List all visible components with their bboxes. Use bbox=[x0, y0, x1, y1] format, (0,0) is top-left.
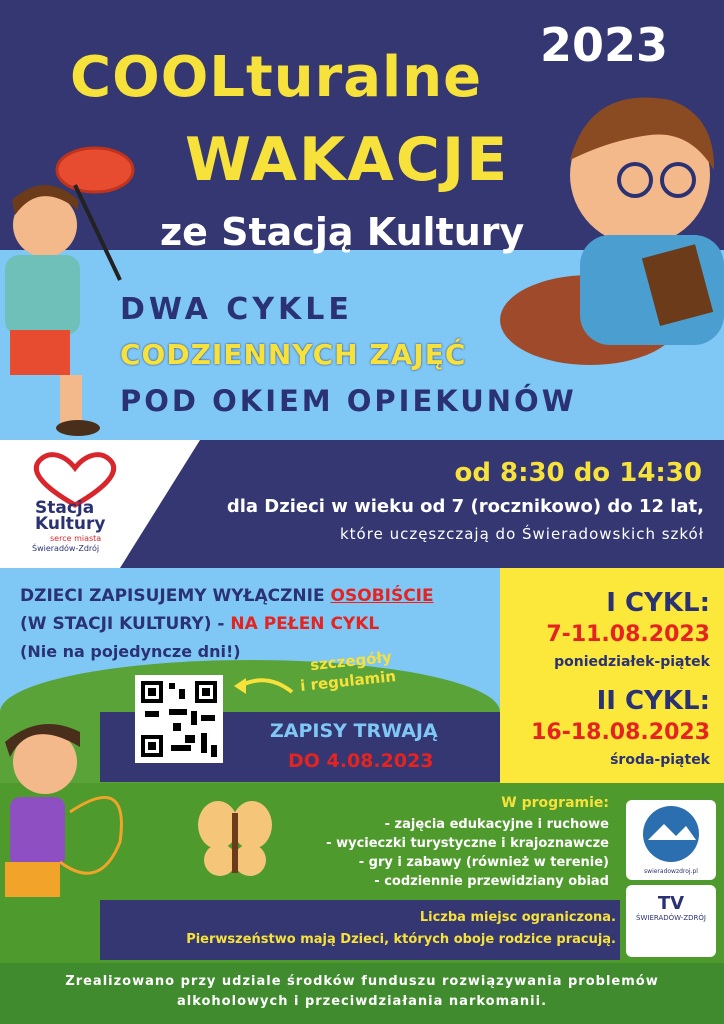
registration-personally: OSOBIŚCIE bbox=[330, 586, 434, 606]
hours-time: od 8:30 do 14:30 bbox=[454, 458, 702, 488]
registration-open-line1: ZAPISY TRWAJĄ bbox=[270, 720, 438, 742]
intro-line1: DWA CYKLE bbox=[120, 292, 353, 327]
intro-line2: CODZIENNYCH ZAJĘĆ bbox=[120, 338, 467, 371]
gazeta-logo bbox=[626, 800, 716, 880]
qr-code-icon[interactable] bbox=[135, 675, 223, 763]
footer-line1: Zrealizowano przy udziale środków funduszu rozwiązywania problemów bbox=[65, 974, 659, 989]
registration-line1-text: DZIECI ZAPISUJEMY WYŁĄCZNIE bbox=[20, 586, 331, 606]
notes-limited: Liczba miejsc ograniczona. bbox=[419, 910, 616, 925]
gazeta-logo-icon bbox=[626, 800, 716, 864]
registration-line1 bbox=[20, 586, 434, 606]
title-line1: COOLturalne bbox=[70, 45, 483, 110]
hours-age: dla Dzieci w wieku od 7 (rocznikowo) do 12 lat, bbox=[226, 496, 704, 517]
registration-line2 bbox=[20, 614, 379, 634]
logo-tagline: serce miasta bbox=[50, 534, 102, 543]
logo-town: Świeradów-Zdrój bbox=[32, 544, 100, 553]
butterfly-illustration bbox=[190, 795, 280, 885]
cycle1-label: I CYKL: bbox=[606, 588, 710, 618]
notes-priority: Pierwszeństwo mają Dzieci, których oboje rodzice pracują. bbox=[186, 932, 616, 947]
logo-line1: Stacja bbox=[35, 498, 95, 518]
boy-reading-illustration bbox=[500, 80, 724, 380]
arrow-left-icon bbox=[232, 672, 297, 702]
program-list bbox=[326, 815, 609, 891]
footer-note bbox=[0, 972, 724, 1012]
program-item: - wycieczki turystyczne i krajoznawcze bbox=[326, 836, 609, 851]
program-heading: W programie: bbox=[501, 795, 609, 811]
tv-logo-sub: ŚWIERADÓW-ZDRÓJ bbox=[636, 914, 706, 922]
cycle2-dates: 16-18.08.2023 bbox=[531, 720, 710, 745]
tv-logo-label: TV bbox=[657, 893, 685, 914]
year-label: 2023 bbox=[540, 18, 669, 72]
program-item: - zajęcia edukacyjne i ruchowe bbox=[384, 817, 609, 832]
cycle1-dates: 7-11.08.2023 bbox=[546, 622, 710, 647]
cycle2-label: II CYKL: bbox=[596, 686, 710, 716]
registration-line2-text: (W STACJI KULTURY) - bbox=[20, 614, 231, 634]
logo-line2: Kultury bbox=[35, 514, 106, 534]
program-item: - codziennie przewidziany obiad bbox=[374, 874, 609, 889]
tv-logo bbox=[626, 885, 716, 957]
details-line1: szczegóły bbox=[309, 647, 393, 675]
subtitle: ze Stacją Kultury bbox=[160, 210, 525, 254]
program-item: - gry i zabawy (również w terenie) bbox=[358, 855, 609, 870]
hours-schools: które uczęszczają do Świeradowskich szkół bbox=[339, 525, 704, 543]
details-line2: i regulamin bbox=[299, 667, 397, 695]
footer-line2: alkoholowych i przeciwdziałania narkomanii. bbox=[176, 994, 548, 1009]
registration-full-cycle: NA PEŁEN CYKL bbox=[230, 614, 380, 634]
registration-deadline: DO 4.08.2023 bbox=[288, 750, 434, 772]
cycle2-days: środa-piątek bbox=[610, 752, 710, 768]
title-line2: WAKACJE bbox=[185, 125, 510, 195]
logo-text bbox=[35, 500, 106, 532]
gazeta-logo-text: swieradowzdroj.pl bbox=[644, 868, 698, 875]
registration-line3: (Nie na pojedyncze dni!) bbox=[20, 642, 241, 661]
cycle1-days: poniedziałek-piątek bbox=[554, 654, 710, 670]
notes-band bbox=[100, 900, 620, 960]
intro-line3: POD OKIEM OPIEKUNÓW bbox=[120, 384, 577, 418]
